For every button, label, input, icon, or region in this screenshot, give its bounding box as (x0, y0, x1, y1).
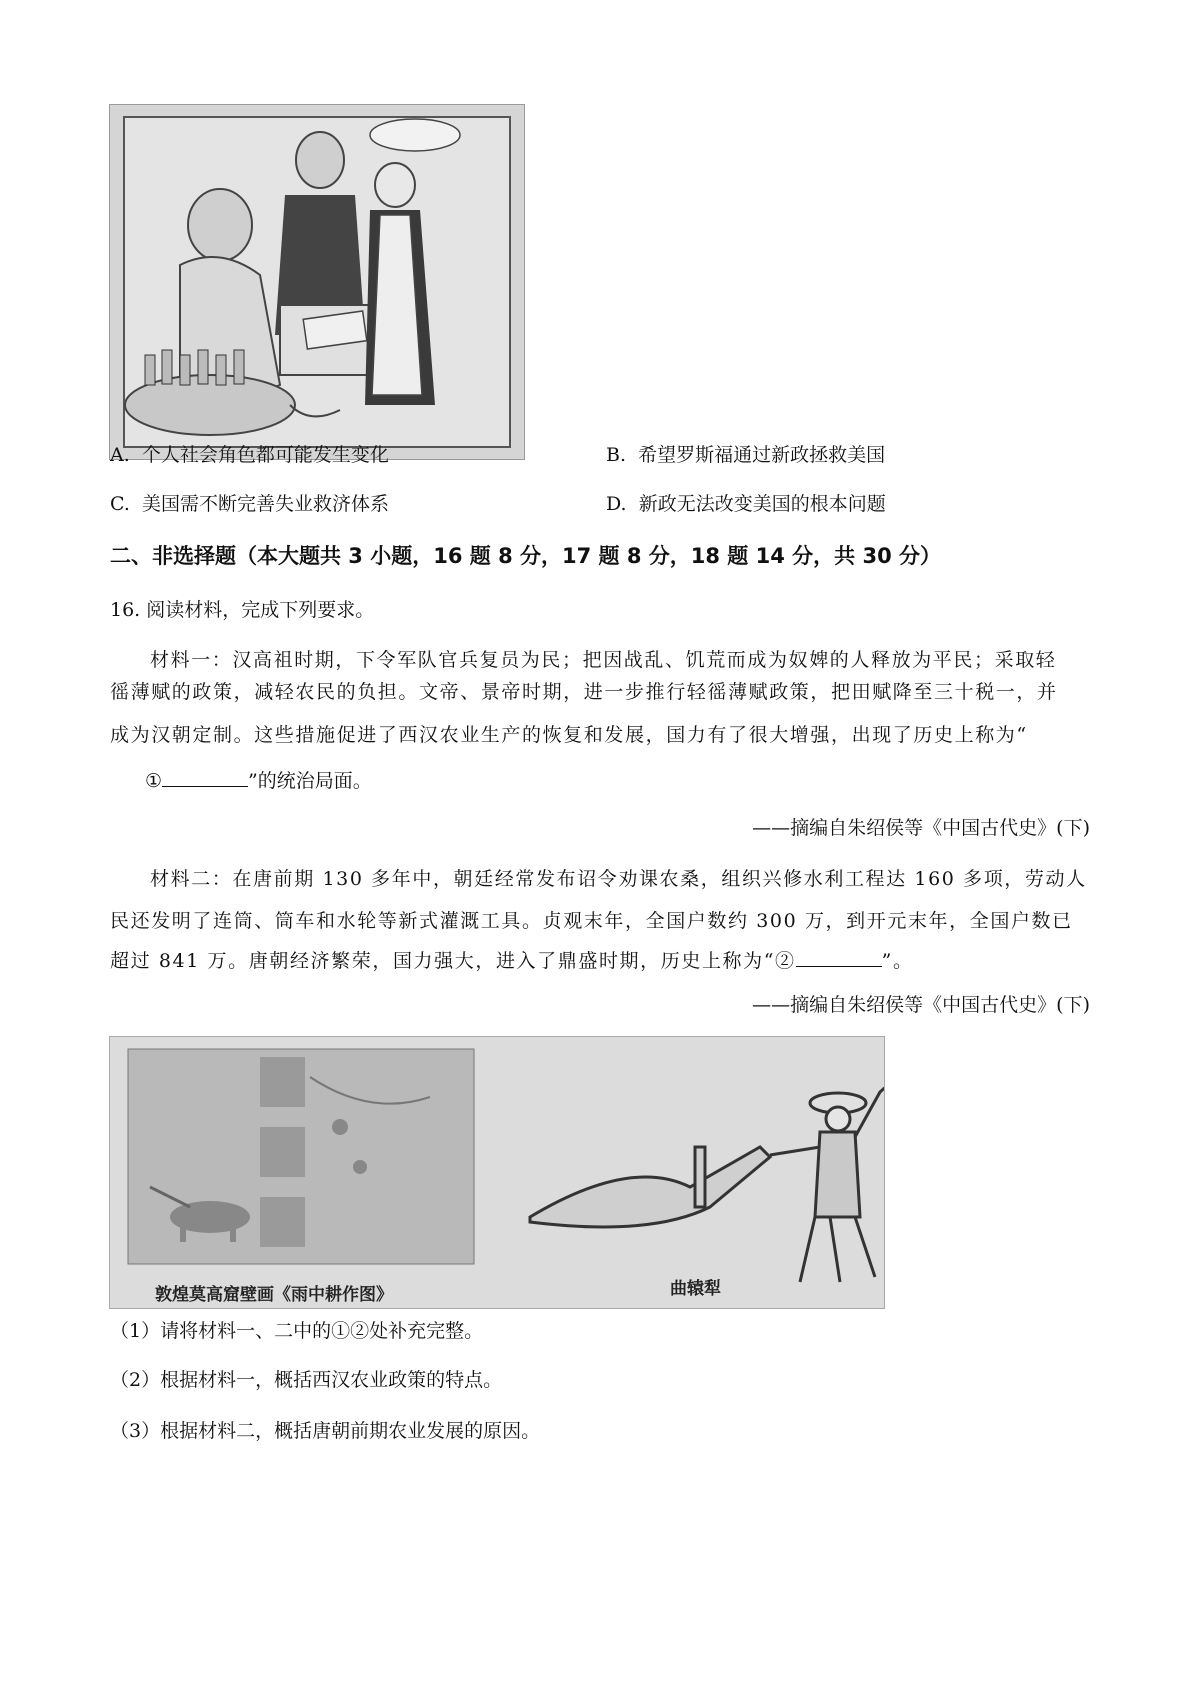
option-d (606, 489, 886, 519)
figure-caption-mural: 敦煌莫高窟壁画《雨中耕作图》 (155, 1285, 393, 1305)
option-letter: B. (606, 444, 627, 466)
cartoon-drawing (110, 105, 524, 459)
option-text: 希望罗斯福通过新政拯救美国 (638, 444, 886, 466)
option-b (606, 440, 885, 470)
material-line: 成为汉朝定制。这些措施促进了西汉农业生产的恢复和发展，国力有了很大增强，出现了历史上称为“ (110, 724, 1028, 746)
option-text: 美国需不断完善失业救济体系 (142, 493, 390, 515)
material-2-cont (110, 906, 1073, 936)
question-prompt: 16. 阅读材料，完成下列要求。 (110, 599, 375, 621)
answer-blank-2[interactable] (796, 946, 882, 967)
material-line: 材料一：汉高祖时期，下令军队官兵复员为民；把因战乱、饥荒而成为奴婢的人释放为平民；采取轻 (150, 649, 1057, 671)
figures-drawing (110, 1037, 884, 1308)
material-1 (150, 645, 1090, 675)
material-2-line3 (110, 946, 914, 976)
figures-panel (109, 1036, 885, 1309)
subquestion-1: （1）请将材料一、二中的①②处补充完整。 (110, 1320, 484, 1342)
answer-blank-1[interactable] (162, 766, 248, 787)
option-letter: A. (110, 444, 130, 466)
option-letter: C. (110, 493, 130, 515)
figure-caption-plow: 曲辕犁 (670, 1279, 721, 1299)
option-text: 新政无法改变美国的根本问题 (638, 493, 886, 515)
blank-marker: ① (145, 770, 163, 792)
blank-line-1 (145, 766, 372, 796)
subquestion-2: （2）根据材料一，概括西汉农业政策的特点。 (110, 1369, 503, 1391)
cartoon-image (109, 104, 525, 460)
blank-suffix: ”的统治局面。 (248, 770, 372, 792)
material-line: 超过 841 万。唐朝经济繁荣，国力强大，进入了鼎盛时期，历史上称为“② (110, 950, 796, 972)
option-letter: D. (606, 493, 627, 515)
source-1: ——摘编自朱绍侯等《中国古代史》(下) (752, 817, 1090, 839)
option-text: 个人社会角色都可能发生变化 (141, 444, 389, 466)
section-heading: 二、非选择题（本大题共 3 小题，16 题 8 分，17 题 8 分，18 题 14 分，共 30 分） (110, 544, 941, 568)
material-line: 徭薄赋的政策，减轻农民的负担。文帝、景帝时期，进一步推行轻徭薄赋政策，把田赋降至三十税一，并 (110, 681, 1058, 703)
material-1-cont (110, 677, 1100, 750)
subquestion-3: （3）根据材料二，概括唐朝前期农业发展的原因。 (110, 1420, 541, 1442)
blank-suffix: ”。 (881, 950, 914, 972)
source-2: ——摘编自朱绍侯等《中国古代史》(下) (752, 994, 1090, 1016)
option-a (110, 440, 389, 470)
material-line: 民还发明了连筒、筒车和水轮等新式灌溉工具。贞观末年，全国户数约 300 万，到开元末年，全国户数已 (110, 910, 1073, 932)
material-2 (150, 864, 1087, 894)
material-line: 材料二：在唐前期 130 多年中，朝廷经常发布诏令劝课农桑，组织兴修水利工程达 160 多项，劳动人 (150, 868, 1087, 890)
option-c (110, 489, 389, 519)
